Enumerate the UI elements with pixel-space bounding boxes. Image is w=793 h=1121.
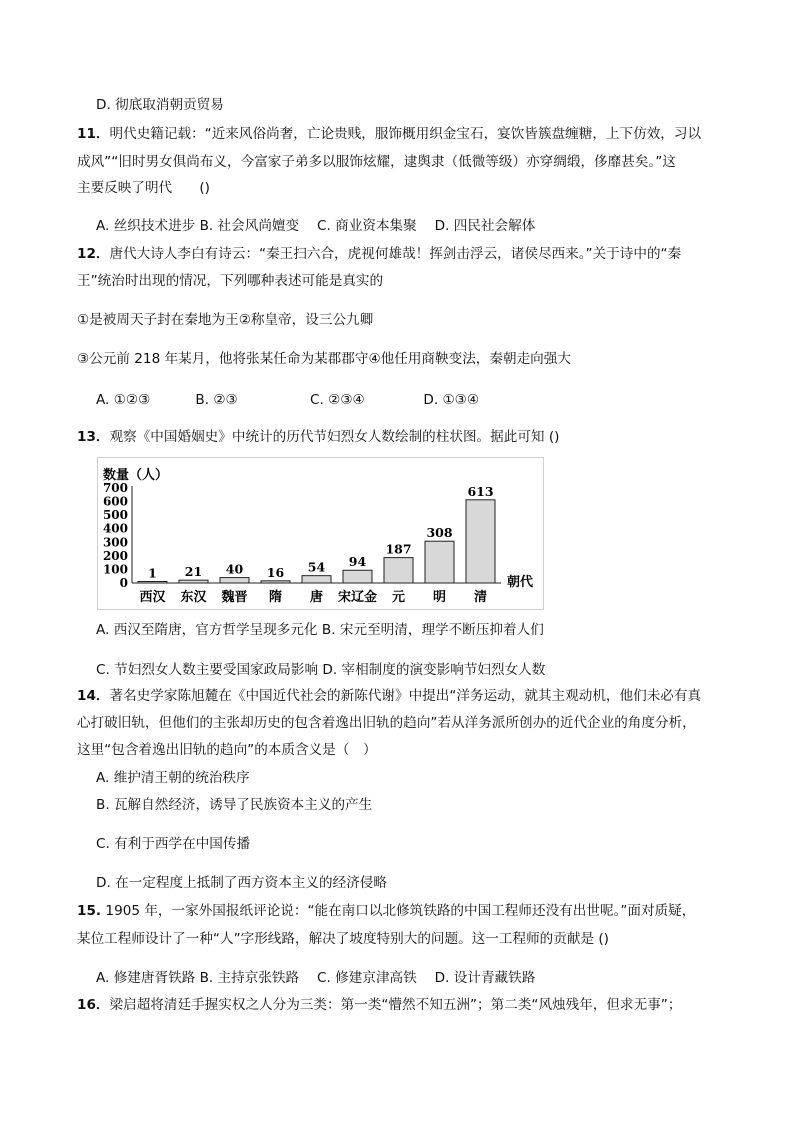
bar-value-label: 308	[426, 525, 453, 541]
bar	[466, 500, 495, 583]
bar-chart	[97, 457, 544, 610]
option-line	[96, 95, 224, 115]
y-tick-label: 700	[102, 481, 128, 495]
text-line	[77, 929, 609, 949]
option-line	[96, 795, 372, 815]
text-line	[77, 152, 676, 172]
line-text: 观察《中国婚姻史》中统计的历代节妇烈女人数绘制的柱状图。据此可知 ()	[109, 429, 560, 445]
options-line	[96, 660, 545, 680]
y-tick-label: 300	[102, 535, 128, 550]
option-line	[96, 873, 387, 893]
y-tick-label: 500	[102, 508, 128, 523]
line-text: A. 维护清王朝的统治秩序	[96, 770, 250, 786]
option-line	[96, 768, 250, 788]
line-text: B. 瓦解自然经济，诱导了民族资本主义的产生	[96, 797, 373, 813]
bar	[220, 578, 249, 583]
text-line	[77, 740, 377, 760]
line-text: C. 有利于西学在中国传播	[96, 836, 251, 852]
line-text: 明代史籍记载：“近来风俗尚奢，亡论贵贱，服饰概用织金宝石，宴饮皆簇盘缠糖，上下仿效，习以	[109, 126, 702, 142]
bar	[179, 580, 208, 583]
statement-line	[77, 349, 571, 369]
line-text: A. 修建唐胥铁路 B. 主持京张铁路 C. 修建京津高铁 D. 设计青藏铁路	[96, 970, 536, 986]
question-15	[77, 901, 695, 921]
question-16	[77, 995, 681, 1015]
question-13	[77, 427, 559, 447]
options-line	[96, 968, 535, 988]
line-text: D. 彻底取消朝贡贸易	[96, 97, 224, 113]
line-text: ①是被周天子封在秦地为王②称皇帝，设三公九卿	[77, 312, 374, 328]
bar	[261, 581, 290, 583]
question-number: 11．	[77, 126, 110, 142]
line-text: A. 丝织技术进步 B. 社会风尚嬗变 C. 商业资本集聚 D. 四民社会解体	[96, 218, 536, 234]
question-number: 15.	[77, 903, 102, 919]
line-text: 王”统治时出现的情况，下列哪种表述可能是真实的	[77, 273, 384, 289]
question-number: 13．	[77, 429, 110, 445]
options-line	[96, 216, 535, 236]
options-line	[96, 390, 479, 410]
category-label: 清	[473, 590, 488, 605]
category-label: 西汉	[139, 590, 166, 605]
line-text: 这里“包含着逸出旧轨的趋向”的本质含义是（ ）	[77, 742, 377, 758]
category-label: 隋	[268, 590, 283, 605]
question-number: 14．	[77, 688, 110, 704]
x-axis-label: 朝代	[507, 575, 534, 590]
bar-value-label: 613	[467, 483, 494, 499]
category-labels	[139, 589, 487, 605]
bar-value-label: 40	[225, 561, 244, 577]
y-tick-label: 0	[119, 576, 128, 590]
y-tick-label: 100	[102, 562, 128, 577]
category-label: 魏晋	[221, 590, 248, 605]
line-text: 著名史学家陈旭麓在《中国近代社会的新陈代谢》中提出“洋务运动，就其主观动机，他们未必有真	[109, 688, 702, 704]
bar-value-label: 54	[307, 559, 326, 575]
bar	[384, 558, 413, 583]
bar	[302, 576, 331, 583]
line-text: D. 在一定程度上抵制了西方资本主义的经济侵略	[96, 875, 387, 891]
bar	[138, 582, 167, 584]
category-label: 唐	[309, 590, 324, 605]
bar	[343, 570, 372, 583]
category-label: 宋辽金	[337, 590, 378, 605]
y-tick-label: 200	[102, 548, 128, 563]
line-text: C. 节妇烈女人数主要受国家政局影响 D. 宰相制度的演变影响节妇烈女人数	[96, 662, 546, 678]
line-text: 唐代大诗人李白有诗云：“秦王扫六合，虎视何雄哉！挥剑击浮云，诸侯尽西来。”关于诗中的“秦	[109, 246, 682, 262]
category-label: 东汉	[180, 590, 207, 605]
question-11	[77, 124, 701, 144]
bar-value-label: 16	[266, 564, 285, 580]
bar-value-label: 1	[148, 565, 157, 581]
text-line	[77, 178, 210, 198]
category-label: 元	[391, 590, 406, 605]
question-number: 12．	[77, 246, 110, 262]
bar-value-label: 94	[348, 554, 367, 570]
question-number: 16．	[77, 997, 110, 1013]
bar-value-label: 187	[385, 541, 412, 557]
y-axis-label: 数量（人）	[103, 468, 169, 483]
y-tick-label: 400	[102, 521, 128, 536]
line-text: A. 西汉至隋唐，官方哲学呈现多元化 B. 宋元至明清，理学不断压抑着人们	[96, 622, 544, 638]
bar	[425, 541, 454, 583]
line-text: 梁启超将清廷手握实权之人分为三类：第一类“懵然不知五洲”；第二类“风烛残年，但求无事”；	[109, 997, 682, 1013]
line-text: 心打破旧轨，但他们的主张却历史的包含着逸出旧轨的趋向”若从洋务派所创办的近代企业的角度分析，	[77, 715, 696, 731]
category-label: 明	[432, 590, 447, 605]
option-line	[96, 834, 250, 854]
options-line	[96, 620, 544, 640]
question-14	[77, 686, 701, 706]
text-line	[77, 713, 696, 733]
question-12	[77, 244, 681, 264]
line-text: 1905 年，一家外国报纸评论说：“能在南口以北修筑铁路的中国工程师还没有出世呢。”面对质疑，	[101, 903, 696, 919]
y-tick-labels	[103, 481, 128, 590]
line-text: 成风”“旧时男女俱尚布义，今富家子弟多以服饰炫耀，逮舆隶（低微等级）亦穿绸缎，侈靡甚矣。”这	[77, 154, 676, 170]
line-text: ③公元前 218 年某月，他将张某任命为某郡郡守④他任用商鞅变法，秦朝走向强大	[77, 351, 571, 367]
line-text: 主要反映了明代 ()	[77, 180, 210, 196]
y-tick-label: 600	[102, 494, 128, 509]
statement-line	[77, 310, 373, 330]
bar-value-label: 21	[184, 564, 203, 580]
line-text: 某位工程师设计了一种“人”字形线路，解决了坡度特别大的问题。这一工程师的贡献是 ()	[77, 931, 609, 947]
text-line	[77, 271, 383, 291]
line-text: A. ①②③ B. ②③ C. ②③④ D. ①③④	[96, 392, 480, 408]
